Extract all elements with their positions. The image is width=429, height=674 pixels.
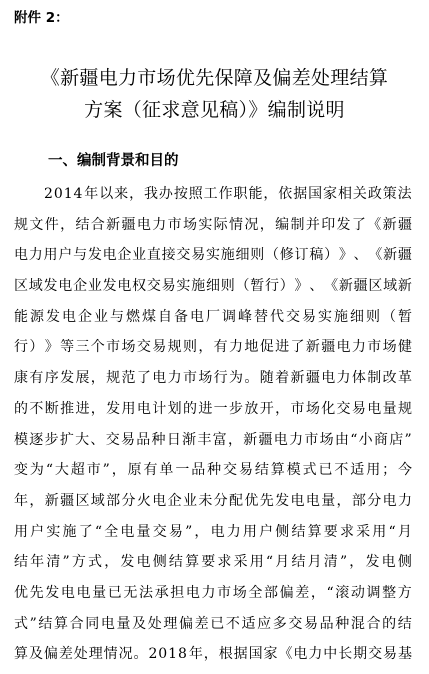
paragraph-line: 能 源 发 电 企 业 与 燃 煤 自 备 电 厂 调 峰 替 代 交 易 实 施 细 则 （ 暂 — [14, 308, 412, 325]
document-title-line-1: 《新疆电力市场优先保障及偏差处理结算 — [40, 67, 389, 89]
paragraph-line: 规 文 件 ， 结 合 新 疆 电 力 市 场 实 际 情 况 ， 编 制 并 印 发 了 《 新 疆 — [14, 216, 412, 233]
section-heading: 一、编制背景和目的 — [48, 153, 179, 169]
paragraph-line: 行 ） 》 等 三 个 市 场 交 易 规 则 ， 有 力 地 促 进 了 新 疆 电 力 市 场 健 — [14, 339, 412, 356]
document-title — [0, 62, 429, 126]
paragraph-line: 变 为 “ 大 超 市 ” ， 原 有 单 一 品 种 交 易 结 算 模 式 已 不 适 用 ； 今 — [14, 462, 412, 479]
paragraph-line: 结 年 清 ” 方 式 ， 发 电 侧 结 算 要 求 采 用 “ 月 结 月 清 ” ， 发 电 侧 — [14, 554, 412, 571]
attachment-label: 附件 2： — [14, 10, 69, 26]
document-title-line-2: 方案（征求意见稿）》编制说明 — [84, 99, 345, 121]
paragraph-line: 模 逐 步 扩 大 、 交 易 品 种 日 渐 丰 富 ， 新 疆 电 力 市 场 由 “ 小 商 店 ” — [14, 431, 412, 448]
paragraph-line: 的 不 断 推 进 ， 发 用 电 计 划 的 进 一 步 放 开 ， 市 场 化 交 易 电 量 规 — [14, 400, 412, 417]
paragraph-line: 2 0 1 4 年 以 来 ， 我 办 按 照 工 作 职 能 ， 依 据 国 家 相 关 政 策 法 — [44, 186, 412, 202]
paragraph-line: 式 ” 结 算 合 同 电 量 及 处 理 偏 差 已 不 适 应 多 交 易 品 种 混 合 的 结 — [14, 615, 412, 632]
paragraph-line: 算 及 偏 差 处 理 情 况 。 2 0 1 8 年 ， 根 据 国 家 《 电 力 中 长 期 交 易 基 — [14, 646, 412, 663]
paragraph-line: 优 先 发 电 电 量 已 无 法 承 担 电 力 市 场 全 部 偏 差 ， “ 滚 动 调 整 方 — [14, 584, 412, 601]
paragraph-line: 电 力 用 户 与 发 电 企 业 直 接 交 易 实 施 细 则 （ 修 订 稿 ） 》 、 《 新 疆 — [14, 247, 412, 264]
paragraph-line: 年 ， 新 疆 区 域 部 分 火 电 企 业 未 分 配 优 先 发 电 电 量 ， 部 分 电 力 — [14, 492, 412, 509]
paragraph-line: 区 域 发 电 企 业 发 电 权 交 易 实 施 细 则 （ 暂 行 ） 》 、 《 新 疆 区 域 新 — [14, 278, 412, 295]
paragraph-line: 康 有 序 发 展 ， 规 范 了 电 力 市 场 行 为 。 随 着 新 疆 电 力 体 制 改 革 — [14, 370, 412, 387]
paragraph-line: 用 户 实 施 了 “ 全 电 量 交 易 ” ， 电 力 用 户 侧 结 算 要 求 采 用 “ 月 — [14, 523, 412, 540]
body-paragraph — [14, 183, 412, 674]
